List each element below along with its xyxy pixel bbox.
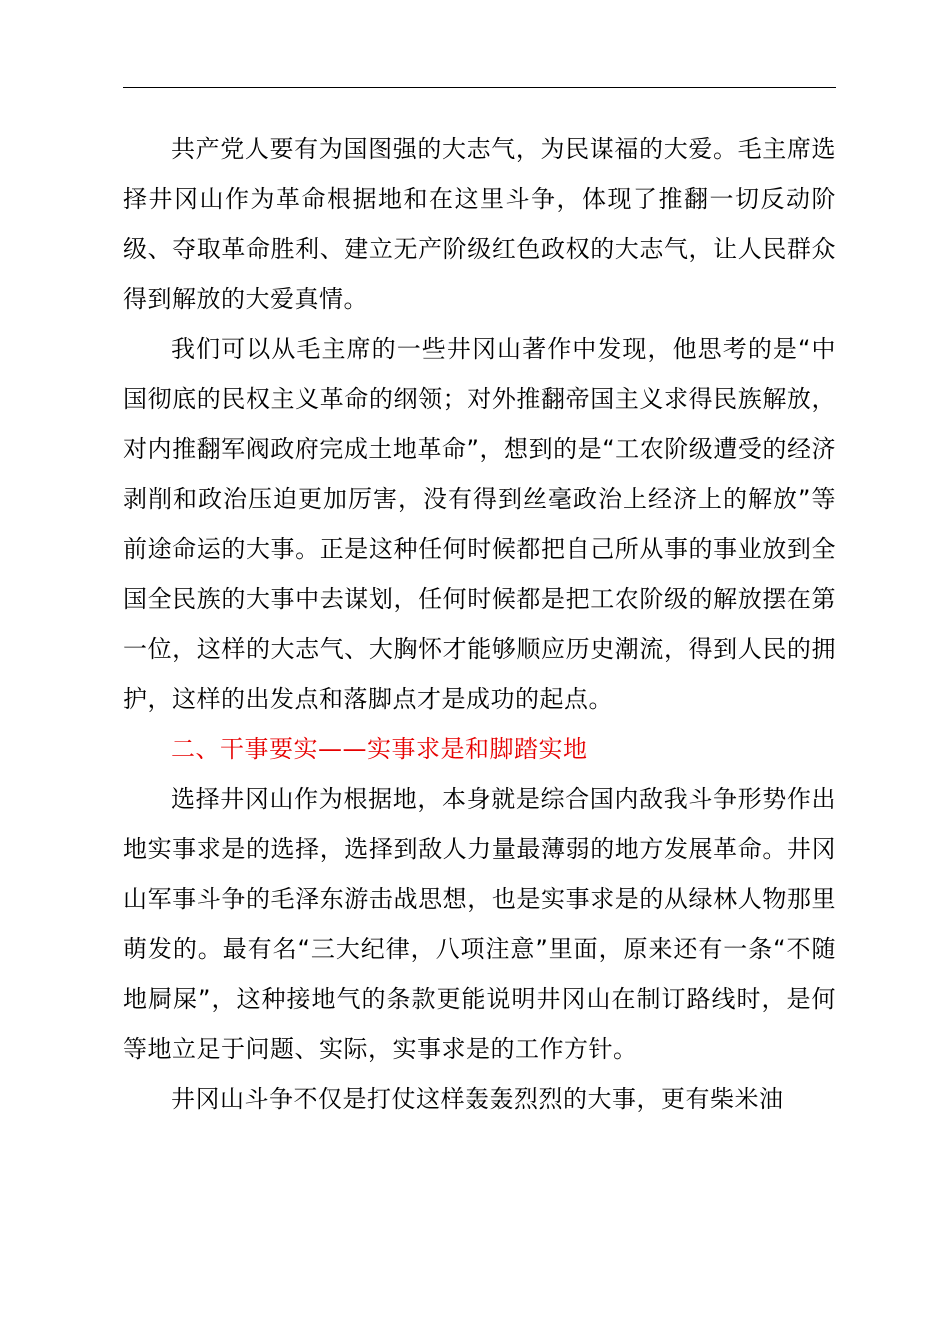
paragraph-daily-struggle: 井冈山斗争不仅是打仗这样轰轰烈烈的大事，更有柴米油 (171, 1085, 784, 1113)
document-body (123, 124, 836, 1124)
paragraph-great-ambition: 共产党人要有为国图强的大志气，为民谋福的大爱。毛主席选择井冈山作为革命根据地和在这里斗争，体现了推翻一切反动阶级、夺取革命胜利、建立无产阶级红色政权的大志气，让人民群众得到解放的大爱真情。 (123, 135, 836, 313)
header-divider (123, 87, 836, 88)
paragraph-jinggangshan-writings: 我们可以从毛主席的一些井冈山著作中发现，他思考的是“中国彻底的民权主义革命的纲领；对外推翻帝国主义求得民族解放，对内推翻军阀政府完成土地革命”，想到的是“工农阶级遭受的经济剥削和政治压迫更加厉害，没有得到丝毫政治上经济上的解放”等前途命运的大事。正是这种任何时候都把自己所从事的事业放到全国全民族的大事中去谋划，任何时候都是把工农阶级的解放摆在第一位，这样的大志气、大胸怀才能够顺应历史潮流，得到人民的拥护，这样的出发点和落脚点才是成功的起点。 (123, 335, 836, 713)
paragraph-base-selection: 选择井冈山作为根据地，本身就是综合国内敌我斗争形势作出地实事求是的选择，选择到敌人力量最薄弱的地方发展革命。井冈山军事斗争的毛泽东游击战思想，也是实事求是的从绿林人物那里萌发的。最有名“三大纪律，八项注意”里面，原来还有一条“不随地屙屎”，这种接地气的条款更能说明井冈山在制订路线时，是何等地立足于问题、实际，实事求是的工作方针。 (123, 785, 836, 1063)
section-heading-seek-truth: 二、干事要实——实事求是和脚踏实地 (171, 735, 588, 763)
